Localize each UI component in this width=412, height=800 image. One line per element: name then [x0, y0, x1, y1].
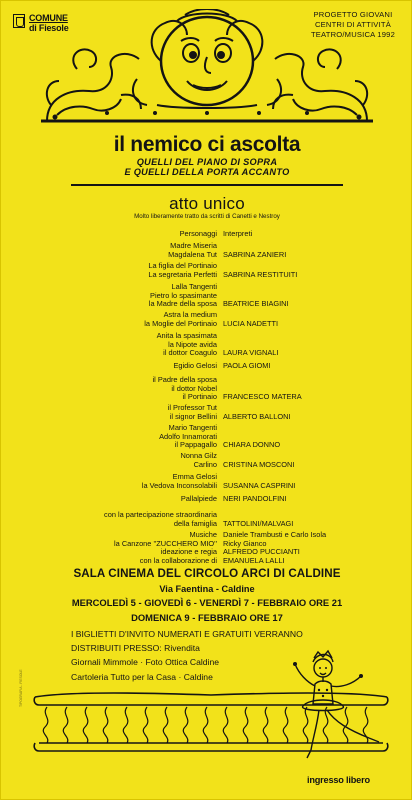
cast-actor: TATTOLINI/MALVAGI — [223, 518, 294, 528]
comune-line1: COMUNE — [29, 13, 68, 23]
dancer-illustration — [283, 646, 393, 771]
cast-role: Egidio Gelosi — [173, 361, 217, 370]
show-title: il nemico ci ascolta — [113, 133, 301, 156]
cast-role: Astra la medium la Moglie del Portinaio — [144, 310, 217, 328]
cast-role: Nonna Gilz Carlino — [180, 451, 217, 469]
cast-role: Personaggi — [179, 229, 217, 238]
cast-role: il Professor Tut il signor Bellini — [167, 403, 217, 421]
dates-line-2: DOMENICA 9 - FEBBRAIO ORE 17 — [131, 612, 283, 623]
cast-role: Madre Miseria Magdalena Tut — [168, 241, 217, 259]
show-subtitle — [1, 157, 412, 177]
cast-role: Lalla Tangenti Pietro lo spasimante la Madre della sposa — [148, 282, 217, 309]
cast-actor: SABRINA RESTITUITI — [223, 269, 298, 279]
divider — [71, 184, 343, 186]
cast-actor: CHIARA DONNO — [223, 440, 281, 450]
ticket-info-line: I BIGLIETTI D'INVITO NUMERATI E GRATUITI VERRANNO — [71, 629, 303, 639]
cast-role: con la partecipazione straordinaria della famiglia — [104, 510, 217, 528]
cast-actor: SUSANNA CASPRINI — [223, 480, 296, 490]
atto-unico-heading: atto unico — [169, 194, 245, 213]
cast-role: Pallalpiede — [180, 494, 217, 503]
venue-name: SALA CINEMA DEL CIRCOLO ARCI DI CALDINE — [73, 567, 341, 580]
ticket-info-line: Giornali Mimmole · Foto Ottica Caldine — [71, 657, 220, 667]
cast-actor: LUCIA NADETTI — [223, 318, 279, 328]
subtitle-line: E QUELLI DELLA PORTA ACCANTO — [124, 167, 290, 177]
cast-actor: FRANCESCO MATERA — [223, 392, 302, 402]
cast-role: Anita la spasimata la Nipote avida il dottor Coagulo — [156, 331, 217, 358]
ticket-info-line: DISTRIBUITI PRESSO: Rivendita — [71, 643, 200, 653]
cast-actor: ALBERTO BALLONI — [223, 411, 291, 421]
ticket-info-line: Cartoleria Tutto per la Casa · Caldine — [71, 672, 213, 682]
cast-role: Emma Gelosi la Vedova Inconsolabili — [141, 472, 217, 490]
cast-role: il Padre della sposa il dottor Nobel il Portinaio — [152, 375, 217, 402]
printer-credit: TIPOGRAFIA - FIESOLE — [19, 669, 23, 707]
cast-actor: BEATRICE BIAGINI — [223, 299, 289, 309]
subtitle-line: QUELLI DEL PIANO DI SOPRA — [136, 157, 278, 167]
cast-actor: LAURA VIGNALI — [223, 348, 279, 358]
cast-role: La figlia del Portinaio La segretaria Perfetti — [148, 261, 217, 279]
comune-line2: di Fiesole — [29, 23, 69, 33]
cast-actor: CRISTINA MOSCONI — [223, 459, 295, 469]
cast-actor: Interpreti — [223, 229, 253, 238]
progetto-line: PROGETTO GIOVANI — [313, 10, 393, 19]
cast-role: Mario Tangenti Adolfo Innamorati il Pappagallo — [159, 423, 217, 450]
venue-address: Via Faentina - Caldine — [159, 584, 255, 594]
cast-actor: NERI PANDOLFINI — [223, 494, 287, 503]
progetto-line: TEATRO/MUSICA 1992 — [310, 30, 395, 39]
cast-actor: PAOLA GIOMI — [223, 361, 271, 370]
cast-actor: Daniele Trambusti e Carlo Isola Ricky Gianco ALFREDO PUCCIANTI EMANUELA LALLI — [223, 530, 327, 565]
free-entry-label: ingresso libero — [307, 775, 370, 785]
cast-actor: SABRINA ZANIERI — [223, 249, 287, 259]
crest-icon — [13, 14, 25, 28]
cast-role: Musiche la Canzone ''ZUCCHERO MIO'' ideazione e regia con la collaborazione di — [114, 530, 217, 565]
dates-line-1: MERCOLEDÌ 5 - GIOVEDÌ 6 - VENERDÌ 7 - FEBBRAIO ORE 21 — [71, 597, 343, 608]
source-note: Molto liberamente tratto da scritti di Canetti e Nestroy — [134, 213, 280, 220]
ornamental-mask-illustration — [37, 9, 377, 131]
progetto-line: CENTRI DI ATTIVITÀ — [314, 20, 391, 29]
